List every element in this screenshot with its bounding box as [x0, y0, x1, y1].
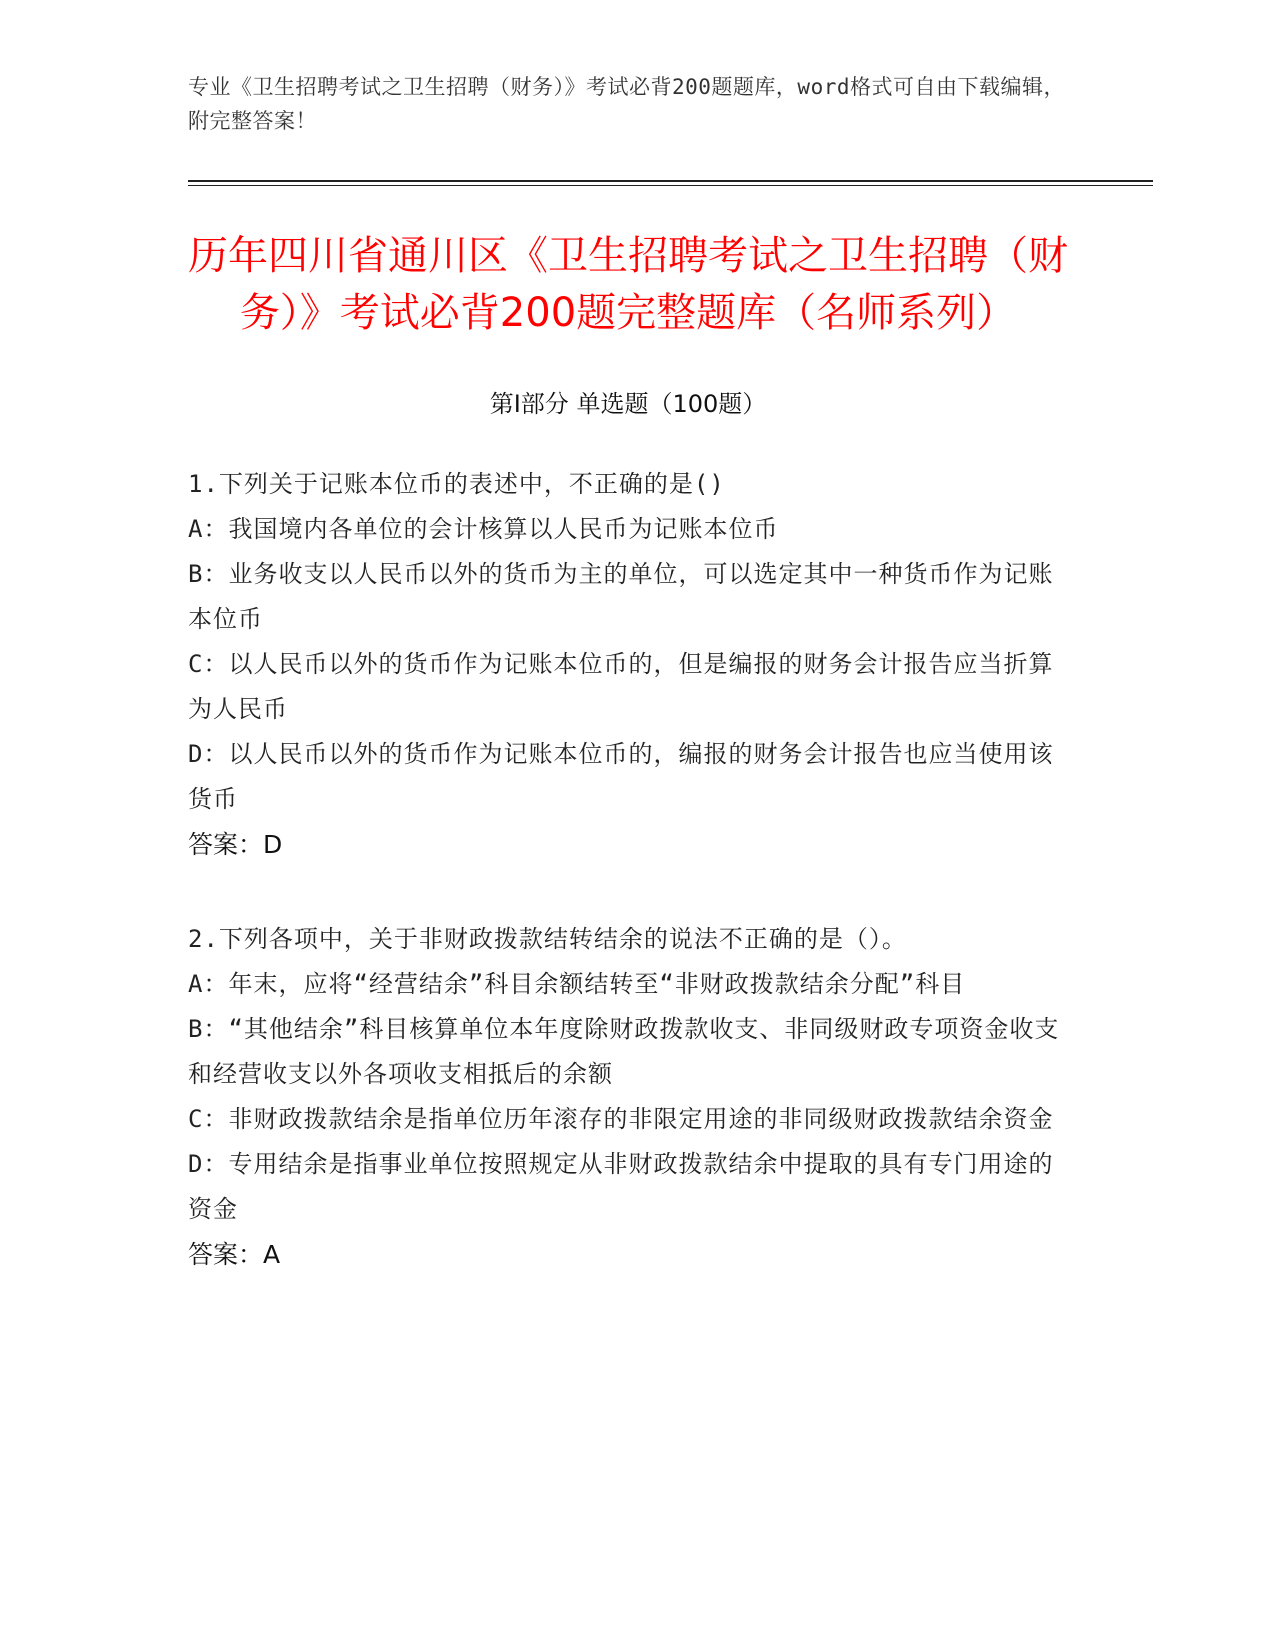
- answer: 答案：A: [188, 1240, 281, 1269]
- section-title: 第I部分 单选题（100题）: [489, 390, 767, 418]
- header-note: 专业《卫生招聘考试之卫生招聘（财务）》考试必背200题题库，word格式可自由下载编辑，附完整答案！: [188, 75, 1065, 133]
- option-a: A：我国境内各单位的会计核算以人民币为记账本位币: [188, 515, 779, 543]
- answer: 答案：D: [188, 830, 283, 859]
- document-page: [188, 70, 1138, 1277]
- document-title: 历年四川省通川区《卫生招聘考试之卫生招聘（财务）》考试必背200题完整题库（名师系列）: [188, 233, 1068, 336]
- option-a: A：年末，应将“经营结余”科目余额结转至“非财政拨款结余分配”科目: [188, 970, 966, 998]
- option-d: D：以人民币以外的货币作为记账本位币的，编报的财务会计报告也应当使用该货币: [188, 740, 1054, 813]
- question-stem: 2.下列各项中，关于非财政拨款结转结余的说法不正确的是（）。: [188, 925, 907, 953]
- option-b: B：“其他结余”科目核算单位本年度除财政拨款收支、非同级财政专项资金收支和经营收支以外各项收支相抵后的余额: [188, 1015, 1060, 1088]
- option-c: C：以人民币以外的货币作为记账本位币的，但是编报的财务会计报告应当折算为人民币: [188, 650, 1054, 723]
- option-d: D：专用结余是指事业单位按照规定从非财政拨款结余中提取的具有专门用途的资金: [188, 1150, 1054, 1223]
- option-b: B：业务收支以人民币以外的货币为主的单位，可以选定其中一种货币作为记账本位币: [188, 560, 1054, 633]
- question-2: [188, 917, 1068, 1277]
- question-stem: 1.下列关于记账本位币的表述中，不正确的是(): [188, 470, 725, 498]
- option-c: C：非财政拨款结余是指单位历年滚存的非限定用途的非同级财政拨款结余资金: [188, 1105, 1054, 1133]
- header-divider: [188, 180, 1153, 186]
- question-1: [188, 462, 1068, 867]
